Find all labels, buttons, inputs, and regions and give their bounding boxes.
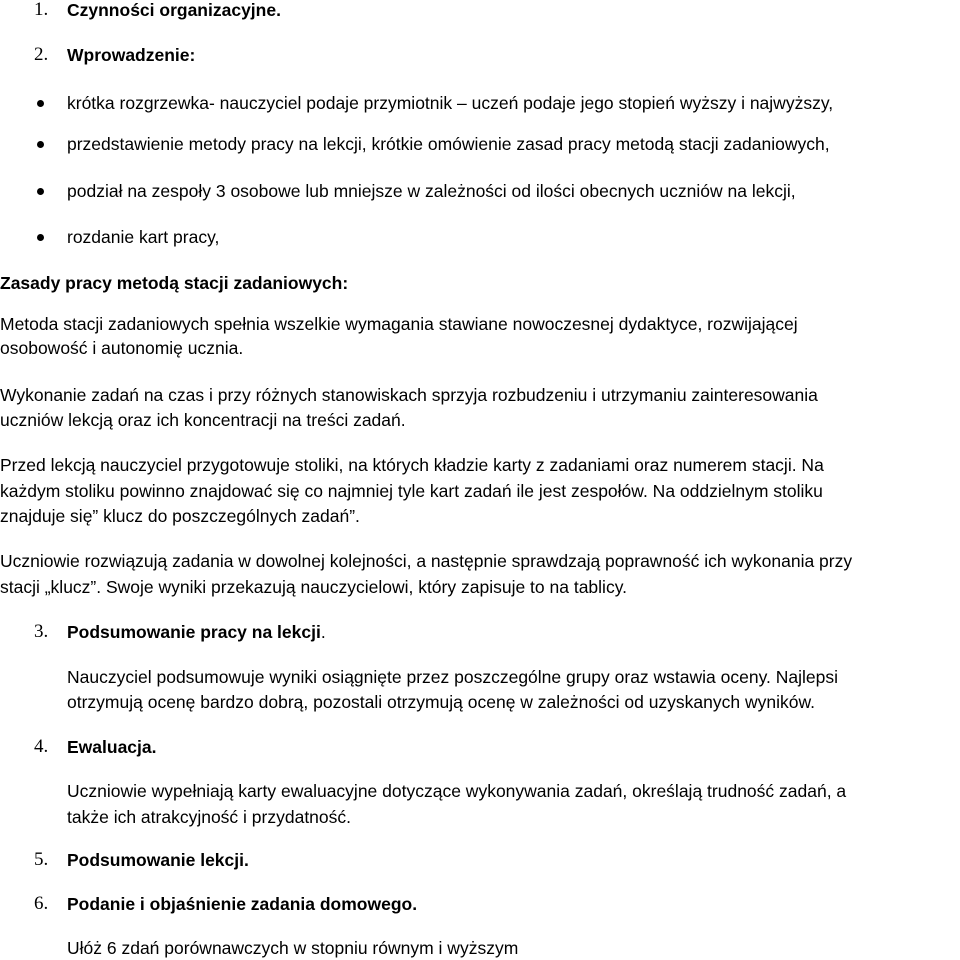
section-number-2: 2. — [34, 44, 49, 65]
section-title-3 — [67, 620, 326, 644]
bullet-item: krótka rozgrzewka- nauczyciel podaje przymiotnik – uczeń podaje jego stopień wyższy i najwyższy, — [67, 93, 834, 113]
section-title-5: Podsumowanie lekcji. — [67, 850, 249, 870]
bullet-dot — [37, 141, 44, 148]
paragraph-line: także ich atrakcyjność i przydatność. — [67, 807, 352, 827]
paragraph-line: Wykonanie zadań na czas i przy różnych stanowiskach sprzyja rozbudzeniu i utrzymaniu zainteresowania — [0, 385, 818, 405]
section-number-3: 3. — [34, 621, 49, 642]
section-title-3-text: Podsumowanie pracy na lekcji — [67, 622, 321, 642]
paragraph-line: Uczniowie wypełniają karty ewaluacyjne dotyczące wykonywania zadań, określają trudność zadań, a — [67, 781, 847, 801]
bullet-item: przedstawienie metody pracy na lekcji, krótkie omówienie zasad pracy metodą stacji zadaniowych, — [67, 134, 830, 154]
paragraph-line: osobowość i autonomię ucznia. — [0, 338, 244, 358]
paragraph-line: Ułóż 6 zdań porównawczych w stopniu równym i wyższym — [67, 938, 519, 958]
paragraph-line: Przed lekcją nauczyciel przygotowuje stoliki, na których kładzie karty z zadaniami oraz numerem stacji. Na — [0, 455, 824, 475]
section-number-4: 4. — [34, 736, 49, 757]
bullet-item: rozdanie kart pracy, — [67, 227, 220, 247]
paragraph-line: każdym stoliku powinno znajdować się co najmniej tyle kart zadań ile jest zespołów. Na oddzielnym stoliku — [0, 481, 823, 501]
bullet-dot — [37, 188, 44, 195]
bullet-dot — [37, 234, 44, 241]
paragraph-line: znajduje się” klucz do poszczególnych zadań”. — [0, 506, 360, 526]
section-title-4: Ewaluacja. — [67, 737, 157, 757]
section-title-1: Czynności organizacyjne. — [67, 0, 281, 20]
paragraph-line: Metoda stacji zadaniowych spełnia wszelkie wymagania stawiane nowoczesnej dydaktyce, rozwijającej — [0, 314, 798, 334]
section-title-3-period: . — [320, 622, 326, 642]
section-title-6: Podanie i objaśnienie zadania domowego. — [67, 894, 418, 914]
paragraph-line: Nauczyciel podsumowuje wyniki osiągnięte przez poszczególne grupy oraz wstawia oceny. Najlepsi — [67, 667, 839, 687]
section-number-1: 1. — [34, 0, 49, 20]
zasady-heading: Zasady pracy metodą stacji zadaniowych: — [0, 273, 349, 293]
paragraph-line: otrzymują ocenę bardzo dobrą, pozostali otrzymują ocenę w zależności od uzyskanych wyników. — [67, 692, 816, 712]
paragraph-line: uczniów lekcją oraz ich koncentracji na treści zadań. — [0, 410, 406, 430]
section-number-6: 6. — [34, 893, 49, 914]
paragraph-line: stacji „klucz”. Swoje wyniki przekazują nauczycielowi, który zapisuje to na tablicy. — [0, 577, 628, 597]
section-number-5: 5. — [34, 849, 49, 870]
bullet-item: podział na zespoły 3 osobowe lub mniejsze w zależności od ilości obecnych uczniów na lekcji, — [67, 181, 796, 201]
bullet-dot — [37, 100, 44, 107]
paragraph-line: Uczniowie rozwiązują zadania w dowolnej kolejności, a następnie sprawdzają poprawność ich wykonania przy — [0, 551, 853, 571]
section-title-2: Wprowadzenie: — [67, 45, 196, 65]
